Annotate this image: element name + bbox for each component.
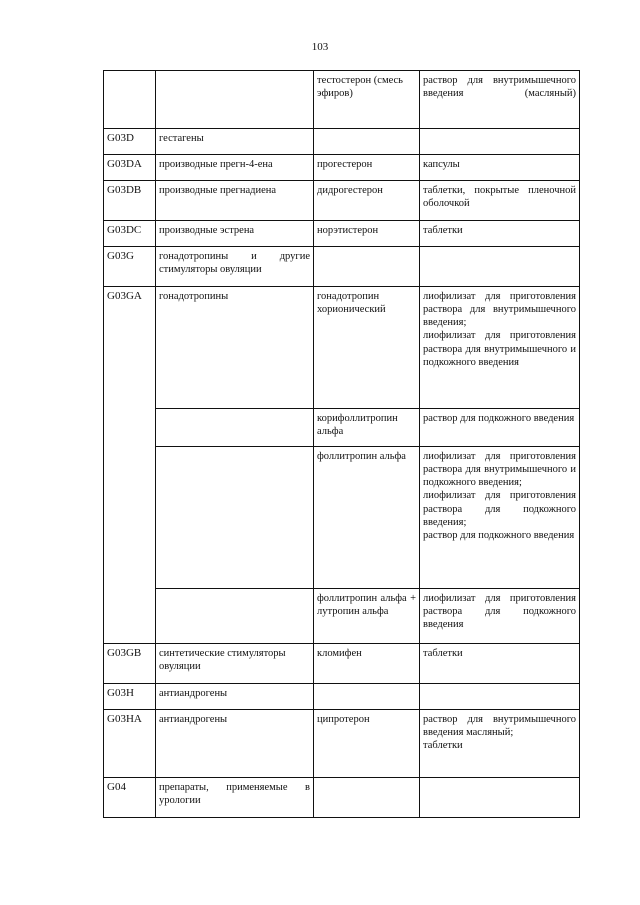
table-row [104, 129, 580, 155]
atc-code-cell: G03D [104, 129, 156, 155]
dosage-form-text: таблетки [423, 648, 463, 659]
atc-code-cell: G03GB [104, 644, 156, 684]
dosage-form-cell [420, 409, 580, 447]
table-row [104, 287, 580, 409]
group-name-cell: антиандрогены [156, 684, 314, 710]
dosage-form-text: лиофилизат для приготовления раствора для внутримышечного и подкожного введения [423, 330, 576, 368]
dosage-form-text: раствор для внутримышечного введения (масляный) [423, 75, 576, 100]
group-name-cell: производные эстрена [156, 221, 314, 247]
atc-code-cell: G03GA [104, 287, 156, 644]
atc-code-cell: G03H [104, 684, 156, 710]
dosage-form-cell [420, 71, 580, 129]
substance-cell [314, 684, 420, 710]
group-name-cell: производные прегн-4-ена [156, 155, 314, 181]
table-row [104, 409, 580, 447]
dosage-form-cell [420, 221, 580, 247]
table-row [104, 447, 580, 589]
group-name-cell: производные прегнадиена [156, 181, 314, 221]
atc-code-cell: G03G [104, 247, 156, 287]
dosage-form-text: лиофилизат для приготовления раствора для внутримышечного введения; [423, 291, 576, 329]
table-row [104, 155, 580, 181]
dosage-form-cell [420, 447, 580, 589]
dosage-form-text: таблетки [423, 225, 463, 236]
dosage-form-cell [420, 287, 580, 409]
group-name-cell: гонадотропины [156, 287, 314, 409]
dosage-form-cell [420, 684, 580, 710]
dosage-form-cell [420, 589, 580, 644]
atc-code-cell: G03DC [104, 221, 156, 247]
substance-cell: корифоллитропин альфа [314, 409, 420, 447]
substance-cell: ципротерон [314, 710, 420, 778]
atc-code-cell: G03DB [104, 181, 156, 221]
substance-cell: тестостерон (смесь эфиров) [314, 71, 420, 129]
group-name-cell: гестагены [156, 129, 314, 155]
group-name-cell: синтетические стимуляторы овуляции [156, 644, 314, 684]
dosage-form-cell [420, 778, 580, 818]
atc-code-cell: G03HA [104, 710, 156, 778]
dosage-form-cell [420, 155, 580, 181]
dosage-form-text: таблетки, покрытые пленочной оболочкой [423, 185, 576, 210]
group-name-cell [156, 589, 314, 644]
substance-cell: фоллитропин альфа [314, 447, 420, 589]
group-name-cell: препараты, применяемые в урологии [156, 778, 314, 818]
page-number: 103 [311, 41, 329, 53]
substance-cell: дидрогестерон [314, 181, 420, 221]
table-row [104, 589, 580, 644]
atc-code-cell: G03DA [104, 155, 156, 181]
dosage-form-cell [420, 181, 580, 221]
group-name-cell: антиандрогены [156, 710, 314, 778]
substance-cell: прогестерон [314, 155, 420, 181]
drug-table [103, 70, 580, 818]
dosage-form-cell [420, 247, 580, 287]
dosage-form-text: таблетки [423, 740, 463, 752]
table-row [104, 710, 580, 778]
group-name-cell: гонадотропины и другие стимуляторы овуляции [156, 247, 314, 287]
table-row [104, 644, 580, 684]
substance-cell: гонадотропин хорионический [314, 287, 420, 409]
table-row [104, 71, 580, 129]
dosage-form-cell [420, 710, 580, 778]
dosage-form-text: лиофилизат для приготовления раствора для подкожного введения [423, 593, 576, 631]
substance-cell: кломифен [314, 644, 420, 684]
table-row [104, 221, 580, 247]
group-name-cell [156, 409, 314, 447]
dosage-form-text: раствор для подкожного введения [423, 413, 575, 424]
substance-cell: норэтистерон [314, 221, 420, 247]
substance-cell [314, 247, 420, 287]
atc-code-cell: G04 [104, 778, 156, 818]
substance-cell [314, 129, 420, 155]
dosage-form-text: лиофилизат для приготовления раствора для внутримышечного и подкожного введения; [423, 451, 576, 489]
dosage-form-cell [420, 644, 580, 684]
dosage-form-text: раствор для подкожного введения [423, 529, 575, 541]
table-row [104, 778, 580, 818]
substance-cell: фоллитропин альфа + лутропин альфа [314, 589, 420, 644]
dosage-form-text: лиофилизат для приготовления раствора для подкожного введения; [423, 490, 576, 528]
dosage-form-text: раствор для внутримышечного введения масляный; [423, 714, 576, 739]
group-name-cell [156, 71, 314, 129]
table-row [104, 247, 580, 287]
atc-code-cell [104, 71, 156, 129]
group-name-cell [156, 447, 314, 589]
table-row [104, 181, 580, 221]
dosage-form-text: капсулы [423, 159, 460, 170]
table-row [104, 684, 580, 710]
dosage-form-cell [420, 129, 580, 155]
substance-cell [314, 778, 420, 818]
